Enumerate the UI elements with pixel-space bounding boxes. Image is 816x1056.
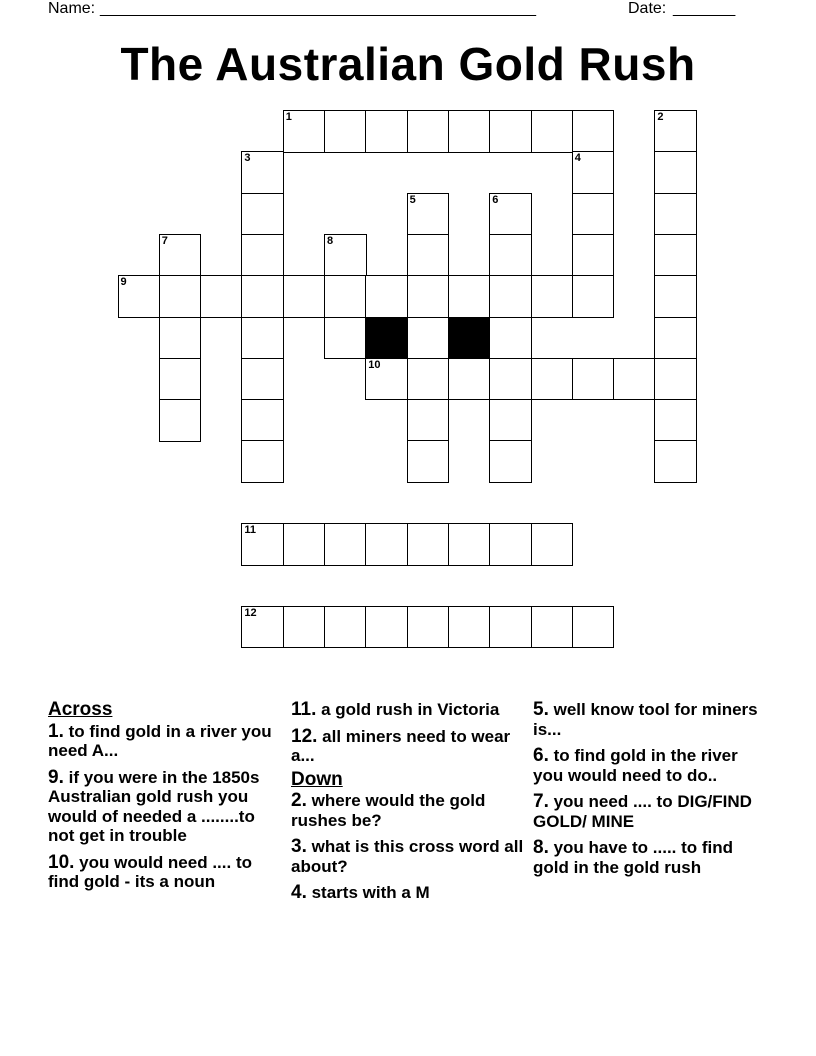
grid-cell[interactable] — [489, 358, 532, 401]
date-field[interactable]: _______ — [673, 0, 736, 17]
header-line — [48, 0, 748, 20]
grid-cell[interactable] — [324, 110, 367, 153]
clue-number: 9. — [48, 766, 64, 788]
clue-text: you would need .... to find gold - its a noun — [48, 852, 252, 891]
clue-column-3 — [533, 700, 763, 884]
grid-cell[interactable] — [489, 523, 532, 566]
grid-cell[interactable] — [572, 275, 615, 318]
clue-down-3 — [291, 837, 526, 876]
clue-number: 6. — [533, 745, 549, 766]
cell-number: 9 — [120, 276, 127, 289]
clue-down-2 — [291, 791, 526, 830]
grid-cell[interactable] — [489, 275, 532, 318]
grid-cell[interactable] — [654, 193, 697, 236]
cell-number: 1 — [285, 111, 292, 123]
cell-number: 11 — [244, 524, 257, 536]
name-field[interactable]: _________________________________________________ — [100, 0, 537, 17]
name-label: Name: — [48, 0, 96, 17]
grid-cell[interactable] — [654, 440, 697, 483]
clue-number: 3. — [291, 836, 307, 857]
grid-cell[interactable] — [283, 606, 326, 649]
grid-cell[interactable] — [654, 358, 697, 401]
grid-cell[interactable] — [572, 606, 615, 649]
grid-cell[interactable] — [365, 110, 408, 153]
grid-cell[interactable] — [407, 317, 450, 360]
cell-number: 4 — [574, 152, 581, 165]
grid-cell[interactable] — [241, 399, 284, 442]
cell-number: 8 — [327, 234, 334, 247]
grid-cell[interactable] — [531, 606, 574, 649]
clue-text: well know tool for miners is... — [533, 700, 758, 739]
grid-cell[interactable] — [448, 523, 491, 566]
grid-cell[interactable] — [159, 275, 202, 318]
grid-cell[interactable] — [407, 440, 450, 483]
grid-cell[interactable] — [654, 317, 697, 360]
clue-number: 12. — [291, 725, 318, 747]
grid-cell[interactable] — [241, 275, 284, 318]
cell-number: 12 — [244, 606, 257, 619]
grid-cell[interactable] — [324, 606, 367, 649]
grid-cell[interactable] — [407, 110, 450, 153]
grid-cell[interactable] — [489, 317, 532, 360]
clue-down-7 — [533, 792, 763, 831]
grid-cell[interactable] — [365, 358, 408, 401]
clue-across-10 — [48, 853, 283, 892]
clue-down-6 — [533, 746, 763, 785]
cell-number: 5 — [409, 193, 416, 206]
grid-cell[interactable] — [159, 399, 202, 442]
clue-column-1 — [48, 700, 283, 899]
page-title: The Australian Gold Rush — [120, 38, 696, 90]
clue-number: 11. — [291, 699, 317, 720]
grid-cell[interactable] — [118, 275, 161, 318]
grid-cell[interactable] — [654, 151, 697, 194]
clue-text: a gold rush in Victoria — [321, 700, 500, 719]
grid-cell[interactable] — [448, 358, 491, 401]
clue-number: 10. — [48, 851, 75, 873]
grid-cell[interactable] — [159, 234, 202, 277]
grid-cell[interactable] — [407, 523, 450, 566]
date-label: Date: — [628, 0, 667, 17]
clue-across-9 — [48, 768, 283, 846]
grid-cell[interactable] — [572, 358, 615, 401]
clue-down-5 — [533, 700, 763, 739]
grid-cell[interactable] — [324, 317, 367, 360]
grid-cell[interactable] — [241, 234, 284, 277]
grid-cell[interactable] — [407, 193, 450, 236]
grid-cell[interactable] — [613, 358, 656, 401]
grid-cell[interactable] — [283, 110, 326, 153]
grid-cell[interactable] — [489, 110, 532, 153]
grid-cell[interactable] — [241, 606, 284, 649]
grid-cell[interactable] — [654, 234, 697, 277]
grid-cell[interactable] — [448, 275, 491, 318]
grid-cell[interactable] — [324, 523, 367, 566]
grid-cell[interactable] — [489, 440, 532, 483]
cell-number: 10 — [368, 358, 381, 371]
cell-number: 2 — [657, 111, 664, 123]
clue-across-12 — [291, 727, 526, 766]
grid-cell[interactable] — [241, 358, 284, 401]
clue-number: 8. — [533, 837, 549, 858]
grid-cell[interactable] — [241, 440, 284, 483]
clue-text: where would the gold rushes be? — [291, 791, 486, 830]
clue-number: 5. — [533, 699, 549, 720]
grid-cell[interactable] — [407, 358, 450, 401]
grid-cell[interactable] — [283, 275, 326, 318]
clue-text: you have to ..... to find gold in the gold rush — [533, 838, 734, 877]
clue-number: 4. — [291, 882, 307, 903]
clue-text: you need .... to DIG/FIND GOLD/ MINE — [533, 792, 752, 831]
grid-cell[interactable] — [489, 193, 532, 236]
clue-number: 7. — [533, 791, 549, 812]
grid-cell[interactable] — [531, 358, 574, 401]
grid-cell[interactable] — [324, 234, 367, 277]
grid-cell[interactable] — [448, 606, 491, 649]
grid-cell[interactable] — [200, 275, 243, 318]
grid-cell[interactable] — [407, 399, 450, 442]
grid-cell[interactable] — [654, 110, 697, 153]
grid-cell[interactable] — [241, 193, 284, 236]
down-heading: Down — [291, 768, 343, 790]
grid-cell[interactable] — [324, 275, 367, 318]
grid-cell[interactable] — [241, 523, 284, 566]
grid-cell[interactable] — [489, 234, 532, 277]
grid-cell[interactable] — [365, 606, 408, 649]
clue-across-1 — [48, 722, 283, 761]
clue-text: what is this cross word all about? — [291, 837, 524, 876]
grid-cell[interactable] — [489, 606, 532, 649]
grid-block — [448, 317, 491, 360]
clue-number: 2. — [291, 790, 307, 811]
grid-cell[interactable] — [572, 193, 615, 236]
grid-block — [365, 317, 408, 360]
grid-cell[interactable] — [241, 151, 284, 194]
grid-cell[interactable] — [241, 317, 284, 360]
across-heading: Across — [48, 699, 113, 720]
clue-across-11 — [291, 700, 526, 720]
grid-cell[interactable] — [531, 275, 574, 318]
clue-text: all miners need to wear a... — [291, 726, 511, 765]
clue-text: to find gold in a river you need A... — [48, 721, 272, 760]
grid-cell[interactable] — [365, 275, 408, 318]
clue-text: to find gold in the river you would need to do.. — [533, 746, 738, 785]
grid-cell[interactable] — [283, 523, 326, 566]
grid-cell[interactable] — [654, 399, 697, 442]
grid-cell[interactable] — [159, 317, 202, 360]
grid-cell[interactable] — [531, 110, 574, 153]
clue-down-8 — [533, 838, 763, 877]
clue-text: if you were in the 1850s Australian gold rush you would of needed a ........to not get in trouble — [48, 767, 260, 845]
grid-cell[interactable] — [572, 151, 615, 194]
clue-column-2 — [291, 700, 526, 910]
grid-cell[interactable] — [407, 606, 450, 649]
cell-number: 7 — [161, 234, 168, 247]
grid-cell[interactable] — [159, 358, 202, 401]
clue-text: starts with a M — [311, 883, 430, 902]
grid-cell[interactable] — [448, 110, 491, 153]
grid-cell[interactable] — [489, 399, 532, 442]
grid-cell[interactable] — [654, 275, 697, 318]
clue-down-4 — [291, 883, 526, 903]
cell-number: 3 — [244, 152, 251, 165]
grid-cell[interactable] — [572, 234, 615, 277]
cell-number: 6 — [492, 193, 499, 206]
grid-cell[interactable] — [365, 523, 408, 566]
grid-cell[interactable] — [531, 523, 574, 566]
grid-cell[interactable] — [572, 110, 615, 153]
grid-cell[interactable] — [407, 275, 450, 318]
clue-number: 1. — [48, 720, 64, 742]
grid-cell[interactable] — [407, 234, 450, 277]
